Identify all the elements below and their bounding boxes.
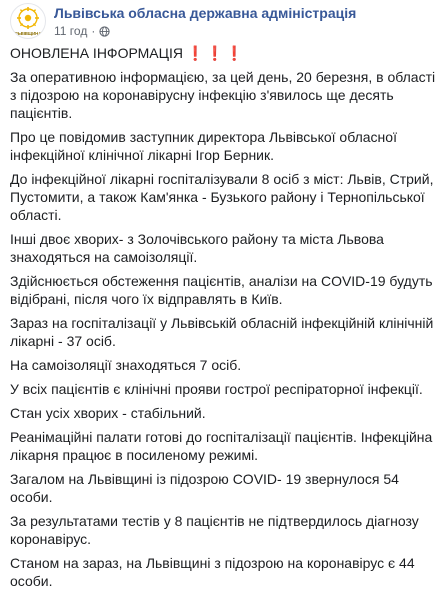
paragraph-12: За результатами тестів у 8 пацієнтів не підтвердилось діагнозу коронавірус. xyxy=(10,513,419,547)
paragraph-1: За оперативною інформацією, за цей день, 20 березня, в області з підозрою на коронавірусну інфекцію з'явилось ще десять пацієнтів. xyxy=(10,69,436,121)
page-name-link[interactable]: Львівська обласна державна адміністрація xyxy=(54,5,357,21)
coat-of-arms-logo-icon xyxy=(11,4,45,38)
paragraph-5: Здійснюється обстеження пацієнтів, аналізи на COVID-19 будуть відібрані, після чого їх відправлять в Київ. xyxy=(10,273,433,307)
paragraph-4: Інші двоє хворих- з Золочівського району та міста Львова знаходяться на самоізоляції. xyxy=(10,231,384,265)
paragraph-6: Зараз на госпіталізації у Львівській обласній інфекційній клінічній лікарні - 37 осіб. xyxy=(10,315,434,349)
paragraph-2: Про це повідомив заступник директора Львівської обласної інфекційної клінічної лікарні Ігор Берник. xyxy=(10,129,397,163)
exclamation-marks: ❗❗❗ xyxy=(186,45,246,61)
post-title-text: ОНОВЛЕНА ІНФОРМАЦІЯ xyxy=(10,45,184,61)
post-title xyxy=(10,44,437,62)
post-meta xyxy=(54,3,356,39)
paragraph-11: Загалом на Львівщині із підозрою COVID- 19 звернулося 54 особи. xyxy=(10,471,399,505)
paragraph-7: На самоізоляції знаходяться 7 осіб. xyxy=(10,357,242,373)
post-timestamp[interactable]: 11 год xyxy=(54,24,88,38)
paragraph-13: Станом на зараз, на Львівщині з підозрою на коронавірус є 44 особи. xyxy=(10,555,415,589)
page-avatar[interactable] xyxy=(10,3,46,39)
paragraph-9: Стан усіх хворих - стабільний. xyxy=(10,405,206,421)
post-subline xyxy=(54,24,356,39)
globe-icon[interactable] xyxy=(99,26,110,37)
post-header xyxy=(10,0,437,38)
paragraph-3: До інфекційної лікарні госпіталізували 8 осіб з міст: Львів, Стрий, Пустомити, а також Кам'янка - Бузького району і Тернопільської області. xyxy=(10,171,434,223)
separator-dot: · xyxy=(91,24,96,38)
paragraph-8: У всіх пацієнтів є клінічні прояви гострої респіраторної інфекції. xyxy=(10,381,423,397)
avatar-caption: ЛЬВІВЩИНА xyxy=(14,31,42,36)
post-body xyxy=(10,44,437,590)
paragraph-10: Реанімаційні палати готові до госпіталізації пацієнтів. Інфекційна лікарня працює в посиленому режимі. xyxy=(10,429,433,463)
